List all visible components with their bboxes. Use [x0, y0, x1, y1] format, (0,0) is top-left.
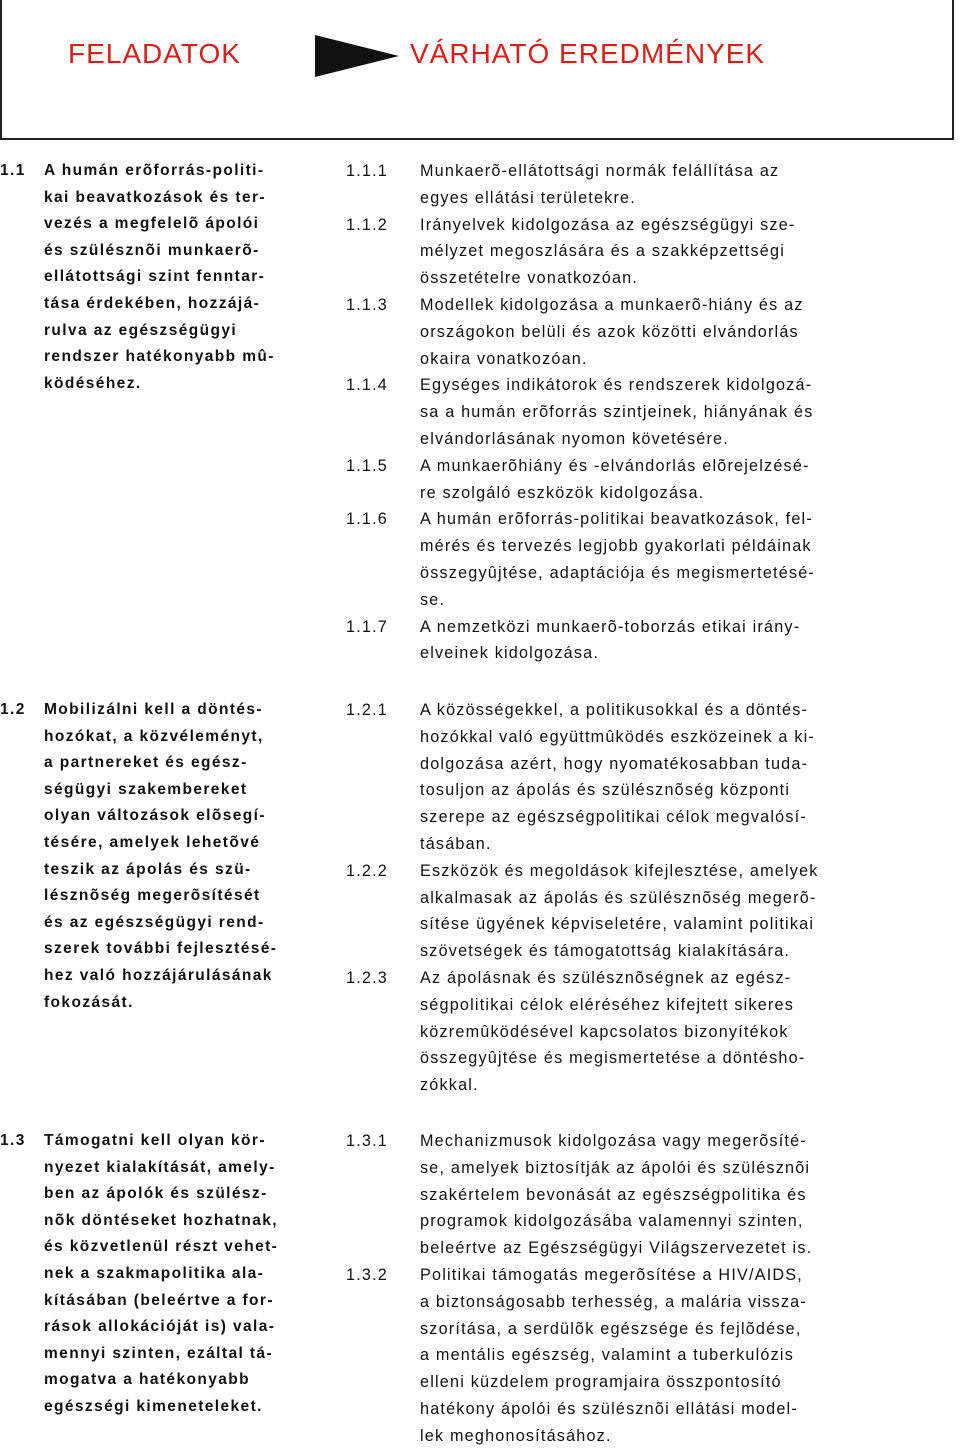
result-item [346, 372, 911, 452]
result-line: Modellek kidolgozása a munkaerõ-hiány és az [420, 295, 804, 314]
task-line: ködéséhez. [44, 374, 142, 392]
result-line: szakértelem bevonását az egészségpolitika és [420, 1185, 807, 1204]
result-text [420, 506, 911, 613]
result-line: szorítása, a serdülõk egészsége és fejlõdése, [420, 1319, 802, 1338]
result-line: elvándorlásának nyomon követésére. [420, 429, 729, 448]
task-1-2 [0, 697, 325, 1016]
task-line: hez való hozzájárulásának [44, 966, 273, 984]
task-1-3 [0, 1128, 325, 1421]
result-line: se, amelyek biztosítják az ápolói és szülésznõi [420, 1158, 811, 1177]
result-line: Az ápolásnak és szülésznõségnek az egész- [420, 968, 792, 987]
result-number: 1.3.1 [346, 1132, 389, 1150]
result-line: hozókkal való együttmûködés eszközeinek a ki- [420, 727, 816, 746]
task-line: lésznõség megerõsítését [44, 887, 261, 905]
result-item [346, 1262, 911, 1450]
result-line: Eszközök és megoldások kifejlesztése, amelyek [420, 861, 819, 880]
result-line: se. [420, 590, 446, 609]
result-line: ségpolitikai célok eléréséhez kifejtett sikeres [420, 995, 795, 1014]
result-line: elleni küzdelem programjaira összpontosító [420, 1373, 782, 1392]
task-line: szerek további fejlesztésé- [44, 940, 278, 958]
result-line: lek meghonosításához. [420, 1426, 612, 1445]
result-line: hatékony ápolói és szülésznõi ellátási model- [420, 1399, 798, 1418]
result-line: szerepe az egészségpolitikai célok megvalósí- [420, 808, 807, 827]
result-line: közremûködésével kapcsolatos bizonyítékok [420, 1022, 789, 1041]
task-line: és szülésznõi munkaerõ- [44, 241, 260, 259]
task-line: vezés a megfelelõ ápolói [44, 215, 260, 233]
task-1-1 [0, 158, 325, 397]
result-line: sa a humán erõforrás szintjeinek, hiányának és [420, 403, 814, 422]
result-number: 1.1.6 [346, 510, 389, 529]
result-text [420, 697, 911, 858]
result-text [420, 453, 911, 507]
task-line: ellátottsági szint fenntar- [44, 268, 266, 286]
result-item [346, 292, 911, 372]
result-line: Munkaerõ-ellátottsági normák felállítása az [420, 162, 780, 180]
result-item [346, 158, 911, 212]
task-line: kai beavatkozások és ter- [44, 188, 266, 206]
result-line: tosuljon az ápolás és szülésznõség központi [420, 781, 791, 800]
result-item [346, 506, 911, 613]
result-line: mérés és tervezés legjobb gyakorlati példáinak [420, 537, 812, 556]
task-text [44, 158, 325, 397]
result-number: 1.3.2 [346, 1265, 389, 1284]
task-line: rások allokációját is) vala- [44, 1318, 276, 1336]
result-text [420, 1262, 911, 1450]
result-text [420, 292, 911, 372]
result-line: összegyûjtése és megismertetése a döntésho- [420, 1049, 806, 1068]
result-line: tásában. [420, 834, 492, 853]
task-line: olyan változások elõsegí- [44, 807, 266, 825]
result-number: 1.1.4 [346, 376, 389, 395]
result-line: Egységes indikátorok és rendszerek kidolgozá- [420, 376, 813, 395]
results-1-2 [346, 697, 911, 1099]
result-item [346, 697, 911, 858]
result-text [420, 212, 911, 292]
result-item [346, 965, 911, 1099]
task-line: és közvetlenül részt vehet- [44, 1238, 279, 1256]
header-box [0, 0, 954, 140]
task-line: hozókat, a közvéleményt, [44, 727, 264, 745]
task-line: ségügyi szakembereket [44, 780, 248, 798]
task-line: rendszer hatékonyabb mû- [44, 348, 275, 366]
task-text [44, 697, 325, 1016]
result-line: sítése ügyének képviseletére, valamint politikai [420, 915, 815, 934]
result-item [346, 1128, 911, 1262]
result-line: programok kidolgozásába valamennyi szinten, [420, 1212, 804, 1231]
task-line: nek a szakmapolitika ala- [44, 1264, 265, 1282]
header-title-tasks: FELADATOK [68, 38, 241, 69]
task-line: mennyi szinten, ezáltal tá- [44, 1344, 274, 1362]
task-line: Támogatni kell olyan kör- [44, 1132, 266, 1149]
task-line: nyezet kialakítását, amely- [44, 1158, 276, 1176]
result-line: A közösségekkel, a politikusokkal és a döntés- [420, 701, 809, 719]
result-line: beleértve az Egészségügyi Világszervezetet is. [420, 1239, 813, 1258]
task-number: 1.1 [0, 162, 26, 179]
result-line: zókkal. [420, 1076, 479, 1095]
result-line: A humán erõforrás-politikai beavatkozások, fel- [420, 510, 813, 529]
result-line: országokon belüli és azok közötti elvándorlás [420, 322, 799, 341]
task-text [44, 1128, 325, 1421]
results-1-3 [346, 1128, 911, 1450]
result-line: a biztonságosabb terhesség, a malária vissza- [420, 1292, 807, 1311]
result-number: 1.1.7 [346, 617, 389, 636]
result-line: dolgozása azért, hogy nyomatékosabban tuda- [420, 754, 809, 773]
task-line: kításában (beleértve a for- [44, 1291, 274, 1309]
task-line: egészségi kimeneteleket. [44, 1397, 263, 1415]
result-line: alkalmasak az ápolás és szülésznõség megerõ- [420, 888, 817, 907]
result-number: 1.1.1 [346, 162, 389, 180]
result-line: A munkaerõhiány és -elvándorlás elõrejelzésé- [420, 456, 810, 475]
result-text [420, 965, 911, 1099]
result-item [346, 453, 911, 507]
task-line: rulva az egészségügyi [44, 321, 238, 339]
task-line: tésére, amelyek lehetõvé [44, 833, 261, 851]
result-line: Irányelvek kidolgozása az egészségügyi sze- [420, 215, 796, 234]
result-text [420, 1128, 911, 1262]
result-line: elveinek kidolgozása. [420, 644, 600, 663]
task-line: Mobilizálni kell a döntés- [44, 701, 263, 718]
task-line: és az egészségügyi rend- [44, 913, 265, 931]
result-number: 1.2.2 [346, 861, 389, 880]
result-item [346, 212, 911, 292]
task-line: A humán erõforrás-politi- [44, 162, 265, 179]
result-line: Politikai támogatás megerõsítése a HIV/AIDS, [420, 1265, 803, 1284]
result-text [420, 158, 911, 212]
result-line: re szolgáló eszközök kidolgozása. [420, 483, 705, 502]
task-line: fokozását. [44, 993, 134, 1011]
result-line: A nemzetközi munkaerõ-toborzás etikai irány- [420, 617, 801, 636]
result-number: 1.1.2 [346, 215, 389, 234]
result-line: a mentális egészség, valamint a tuberkulózis [420, 1346, 795, 1365]
task-line: tása érdekében, hozzájá- [44, 294, 261, 312]
result-line: szövetségek és támogatottság kialakítására. [420, 942, 791, 961]
task-line: a partnereket és egész- [44, 754, 248, 772]
task-line: ben az ápolók és szülész- [44, 1185, 268, 1203]
result-number: 1.1.5 [346, 456, 389, 475]
result-text [420, 614, 911, 668]
result-item [346, 614, 911, 668]
result-line: okaira vonatkozóan. [420, 349, 588, 368]
result-line: összetételre vonatkozóan. [420, 269, 639, 288]
result-item [346, 858, 911, 965]
result-line: mélyzet megoszlására és a szakképzettségi [420, 242, 785, 261]
result-number: 1.2.3 [346, 968, 389, 987]
task-line: nõk döntéseket hozhatnak, [44, 1211, 278, 1229]
task-number: 1.2 [0, 701, 26, 718]
result-text [420, 858, 911, 965]
header-title-results: VÁRHATÓ EREDMÉNYEK [410, 38, 766, 69]
result-number: 1.1.3 [346, 295, 389, 314]
arrow-right-icon [315, 35, 399, 77]
result-text [420, 372, 911, 452]
results-1-1 [346, 158, 911, 667]
result-line: egyes ellátási területekre. [420, 188, 636, 207]
task-number: 1.3 [0, 1132, 26, 1149]
result-line: Mechanizmusok kidolgozása vagy megerõsíté- [420, 1132, 807, 1150]
task-line: mogatva a hatékonyabb [44, 1371, 250, 1389]
task-line: teszik az ápolás és szü- [44, 860, 252, 878]
result-number: 1.2.1 [346, 701, 389, 719]
result-line: összegyûjtése, adaptációja és megismertetésé- [420, 563, 816, 582]
